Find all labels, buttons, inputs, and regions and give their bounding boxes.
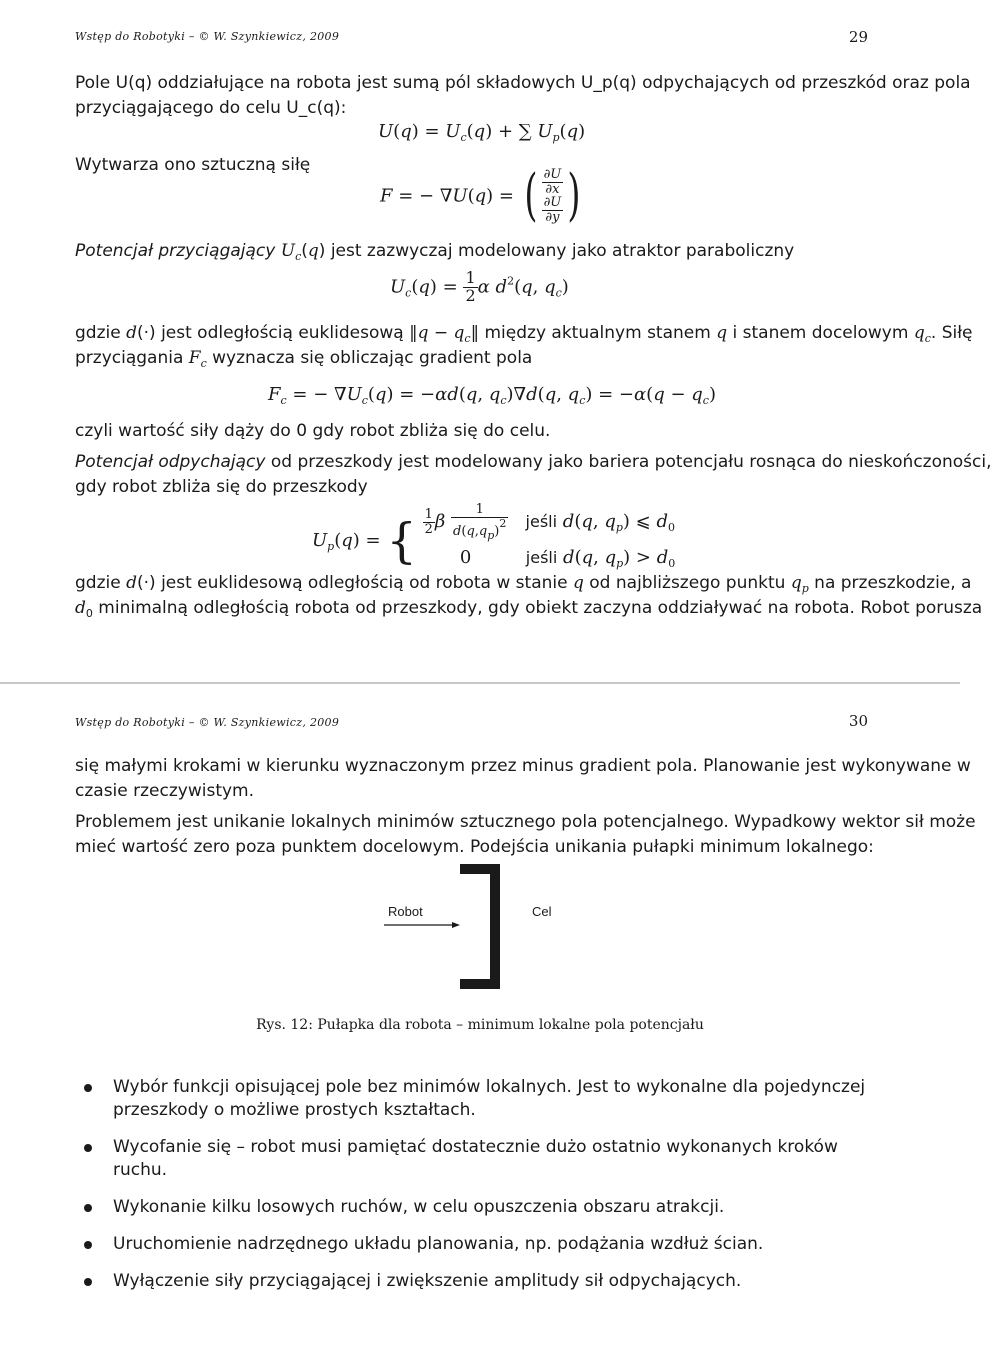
- list-item: Uruchomienie nadrzędnego układu planowania, np. podążania wzdłuż ścian.: [75, 1233, 875, 1256]
- term-repulsive: Potencjał odpychający: [75, 452, 266, 472]
- list-item: Wycofanie się – robot musi pamiętać dostatecznie dużo ostatnio wykonanych kroków ruchu.: [75, 1136, 875, 1182]
- force-arrow: [380, 864, 580, 989]
- paragraph-line: gdzie d(·) jest odległością euklidesową ‖q − $q_c‖$ między aktualnym stanem q i stanem docelowym $q_c$. Siłę: [75, 323, 973, 345]
- running-header: Wstęp do Robotyki – © W. Szynkiewicz, 2009: [75, 30, 340, 43]
- bullet-list: [75, 1076, 875, 1307]
- paragraph-line: przyciągającego do celu U_c(q):: [75, 98, 347, 118]
- page-divider: [0, 682, 960, 684]
- equation-total-potential: $U(q) = U_c(q)$ + ∑ $U_p(q)$: [378, 121, 586, 144]
- equation-attractive-force: $F_c$ = − $\nabla U_c(q) = -\alpha d(q$, $q_c)\nabla d(q$, $q_c) = -\alpha(q - q_c)$: [268, 384, 716, 407]
- page-number: 29: [848, 28, 868, 46]
- paragraph-attractive: Potencjał przyciągający $U_c(q)$ jest zazwyczaj modelowany jako atraktor paraboliczny: [75, 241, 795, 263]
- equation-force-gradient: F = − ∇U(q) = ( ∂U ∂x ∂U ∂y ): [380, 163, 581, 229]
- figure-caption: Rys. 12: Pułapka dla robota – minimum lokalne pola potencjału: [256, 1017, 704, 1033]
- list-item: Wybór funkcji opisującej pole bez minimów lokalnych. Jest to wykonalne dla pojedynczej przeszkody o możliwe prostych kształtach.: [75, 1076, 875, 1122]
- paragraph-line: Problemem jest unikanie lokalnych minimów sztucznego pola potencjalnego. Wypadkowy wektor sił może: [75, 812, 976, 832]
- paragraph-line: Wytwarza ono sztuczną siłę: [75, 155, 311, 175]
- paragraph-line: przyciągania $F_c$ wyznacza się obliczając gradient pola: [75, 348, 533, 370]
- running-header: Wstęp do Robotyki – © W. Szynkiewicz, 2009: [75, 716, 340, 729]
- paragraph-line: czasie rzeczywistym.: [75, 781, 255, 801]
- equation-attractive-potential: $U_c(q)$ = $\frac{1}{2}$ α $d^2(q$, $q_c$): [390, 268, 569, 305]
- paragraph-line: czyli wartość siły dąży do 0 gdy robot zbliża się do celu.: [75, 421, 551, 441]
- equation-repulsive-potential: $U_p(q)$ = { $\frac{1}{2}$ β $\frac{1}{d(q,q_p)^2}$ jeśli d(q, $q_p$) ⩽ $d_0$ 0 jeśli d(q, $q_p) > d_0$: [312, 502, 676, 571]
- page-29: [0, 0, 992, 680]
- term-attractive: Potencjał przyciągający: [75, 241, 276, 261]
- paragraph-line: $d_0$ minimalną odległością robota od przeszkody, gdy obiekt zaczyna oddziaływać na robota. Robot porusza: [75, 598, 983, 620]
- page-number: 30: [848, 712, 868, 730]
- paragraph-repulsive: Potencjał odpychający od przeszkody jest modelowany jako bariera potencjału rosnąca do nieskończoności,: [75, 452, 992, 472]
- local-minimum-trap-figure: [380, 864, 580, 989]
- list-item: Wyłączenie siły przyciągającej i zwiększenie amplitudy sił odpychających.: [75, 1270, 875, 1293]
- list-item: Wykonanie kilku losowych ruchów, w celu opuszczenia obszaru atrakcji.: [75, 1196, 875, 1219]
- paragraph-line: gdy robot zbliża się do przeszkody: [75, 477, 368, 497]
- paragraph-line: mieć wartość zero poza punktem docelowym. Podejścia unikania pułapki minimum lokalnego:: [75, 837, 874, 857]
- paragraph-line: gdzie d(·) jest euklidesową odległością od robota w stanie q od najbliższego punktu $q_p$ na przeszkodzie, a: [75, 573, 972, 595]
- page-30: [0, 688, 976, 1367]
- paragraph-line: Pole U(q) oddziałujące na robota jest sumą pól składowych U_p(q) odpychających od przeszkód oraz pola: [75, 73, 971, 93]
- robot-label: Robot: [388, 904, 423, 919]
- goal-label: Cel: [532, 904, 552, 919]
- paragraph-line: się małymi krokami w kierunku wyznaczonym przez minus gradient pola. Planowanie jest wykonywane w: [75, 756, 971, 776]
